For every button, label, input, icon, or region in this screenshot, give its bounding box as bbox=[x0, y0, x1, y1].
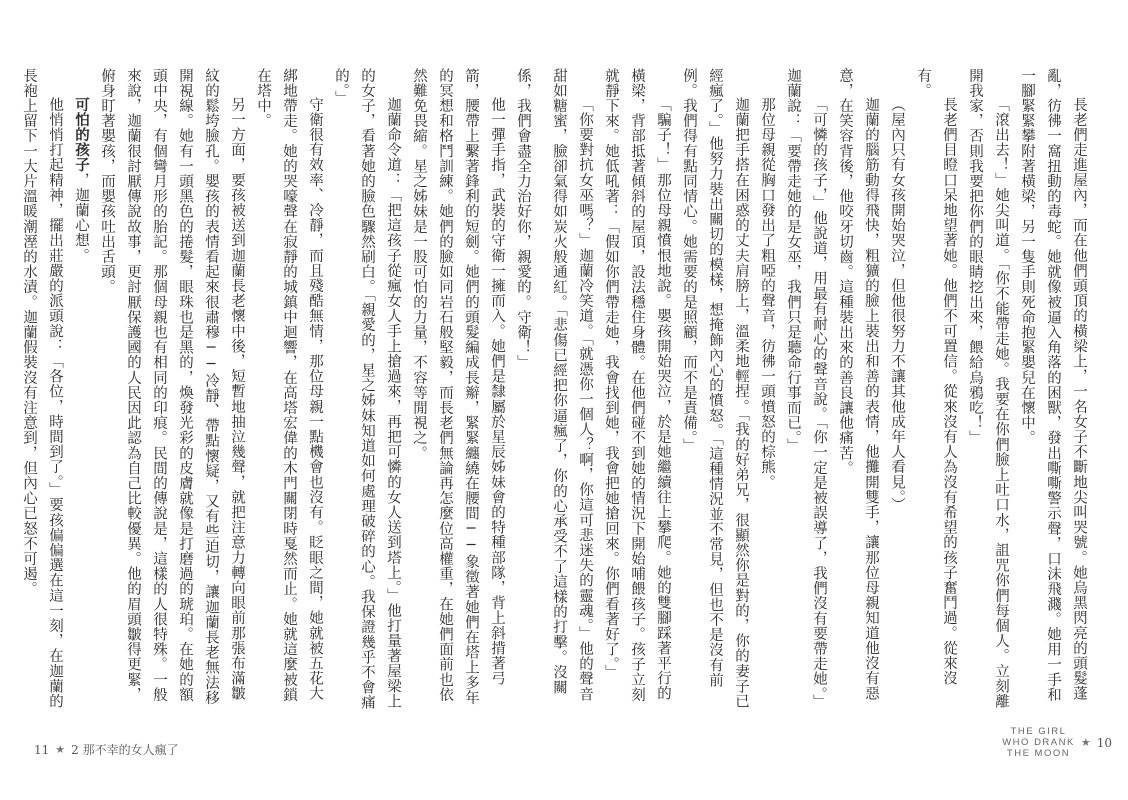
right-page-number: 10 bbox=[1096, 735, 1112, 750]
left-page-number: 11 bbox=[34, 742, 50, 757]
paragraph: 迦蘭把手搭在困惑的丈夫肩膀上，溫柔地輕捏。「我的好弟兄，很顯然你是對的，你的妻子已經瘋了。」他努力裝出關切的模樣，想掩飾內心的憤怒。「這種情況並不常見，但也不是沒有前例。我們得有點同情心。她需要的是照顧，而不是責備。」 bbox=[681, 68, 749, 709]
right-page-footer bbox=[1002, 726, 1112, 759]
paragraph: 迦蘭命令道：「把這孩子從瘋女人手上搶過來，再把可憐的女人送到塔上。」他打量著屋梁上的女子，看著她的臉色驟然刷白。「親愛的，星之姊妹知道如何處理破碎的心。我保證幾乎不會痛的。」 bbox=[333, 68, 401, 711]
star-icon: ★ bbox=[1080, 736, 1091, 749]
paragraph: （屋內只有女孩開始哭泣，但他很努力不讓其他成年人看見。） bbox=[889, 97, 905, 513]
right-page bbox=[551, 0, 1128, 800]
chapter-title: 2 那不幸的女人瘋了 bbox=[71, 743, 179, 757]
paragraph: 「你要對抗女巫嗎？」迦蘭冷笑道。「就憑你一個人？啊，你這可悲迷失的靈魂。」他的聲音甜如糖蜜，臉卻氣得如炭火般通紅。「悲傷已經把你逼瘋了，你的心承受不了這樣的打擊。沒關 bbox=[551, 68, 593, 702]
right-page-body-text bbox=[551, 68, 1092, 713]
paragraph: 「騙子！」那位母親憤恨地說。嬰孩開始哭泣，於是她繼續往上攀爬。她的雙腳踩著平行的橫梁，背部抵著傾斜的屋頂，設法穩住身體。在他們碰不到她的情況下開始哺餵孩子。孩子立刻就靜下來。她低吼著：「假如你們帶走她，我會找到她，我會把她搶回來。你們看著好了。」 bbox=[603, 68, 671, 703]
logo-line-3: THE MOON bbox=[1006, 748, 1071, 759]
paragraph: 他一彈手指，武裝的守衛一擁而入。她們是隸屬於星辰姊妹會的特種部隊，背上斜揹著弓箭，腰帶上繫著鋒利的短劍。她們的頭髮編成長辮，緊緊纏繞在腰間──象徵著她們在塔上多年的冥想和格鬥訓練。她們的臉如同岩石般堅毅，而長老們無論再怎麼位高權重，在她們面前也依然難免畏縮。星之姊妹是一股可怕的力量，不容等閒視之。 bbox=[411, 68, 505, 706]
logo-line-1: THE GIRL bbox=[1010, 726, 1067, 737]
left-page-footer bbox=[34, 741, 179, 758]
paragraph: 另一方面，要孩被送到迦蘭長老懷中後，短暫地抽泣幾聲，就把注意力轉向眼前那張布滿皺紋的鬆垮臉孔。嬰孩的表情看起來很肅穆──冷靜、帶點懷疑，又有些迫切，讓迦蘭長老無法移開視線。她有一頭黑色的捲髮，眼珠也是黑的，煥發光彩的皮膚就像是打磨過的琥珀。在她的額頭中央，有個彎月形的胎記。那個母親也有相同的印痕。民間的傳說是，這樣的人很特殊。一般來說，迦蘭很討厭傳說故事，更討厭保護國的人民因此認為自己比較優異。他的眉頭皺得更緊，俯身盯著嬰孩，而嬰孩吐出舌頭。 bbox=[99, 68, 245, 706]
paragraph: 那位母親從胸口發出了粗啞的聲音，彷彿一頭憤怒的棕熊。 bbox=[759, 97, 775, 490]
paragraph: 長老們走進屋內，而在他們頭頂的橫梁上，一名女子不斷地尖叫哭號。她烏黑閃亮的頭髮蓬亂，彷彿一窩扭動的毒蛇。她就像被逼入角落的困獸，發出嘶嘶警示聲，口沫飛濺。她用一手和一腳緊緊攀附著橫梁，另一隻手則死命抱緊嬰兒在懷中。 bbox=[1019, 68, 1087, 703]
book-title-logo bbox=[1002, 726, 1075, 759]
paragraph: 可怕的孩子，迦蘭心想。 bbox=[73, 97, 90, 264]
paragraph: 「可憐的孩子，」他說道，用最有耐心的聲音說。「你一定是被誤導了，我們沒有要帶走她。」迦蘭說：「要帶走她的是女巫，我們只是聽命行事而已。」 bbox=[785, 68, 827, 710]
paragraph: 「滾出去！」她尖叫道。「你不能帶走她。我要在你們臉上吐口水，詛咒你們每個人。立刻離開我家，否則我要把你們的眼睛挖出來，餵給烏鴉吃！」 bbox=[967, 68, 1009, 709]
star-icon: ★ bbox=[55, 743, 66, 756]
paragraph: 他悄悄打起精神，擺出莊嚴的派頭說：「各位，時間到了。」要孩偏偏選在這一刻，在迦蘭的長袍上留下一大片溫暖潮溼的水漬。迦蘭假裝沒有注意到，但內心已怒不可遏。 bbox=[21, 68, 63, 709]
paragraph: 迦蘭的腦筋動得飛快，粗獷的臉上裝出和善的表情，他攤開雙手，讓那位母親知道他沒有惡意，在笑容背後，他咬牙切齒。這種裝出來的善良讓他痛苦。 bbox=[837, 68, 879, 701]
left-page-body-text bbox=[21, 68, 536, 713]
paragraph: 係，我們會盡全力治好你，親愛的。守衛！」 bbox=[515, 68, 531, 370]
logo-line-2: WHO DRANK bbox=[1002, 737, 1075, 748]
paragraph: 長老們目瞪口呆地望著她。他們不可置信。從來沒有人為沒有希望的孩子奮鬥過。從來沒有。 bbox=[915, 68, 957, 686]
paragraph: 守衛很有效率、冷靜，而且殘酷無情，那位母親一點機會也沒有。眨眼之間，她就被五花大綁地帶走。她的哭嚎聲在寂靜的城鎮中迴響，在高塔宏偉的木門關閉時戛然而止。她就這麼被鎖在塔中。 bbox=[255, 68, 323, 703]
